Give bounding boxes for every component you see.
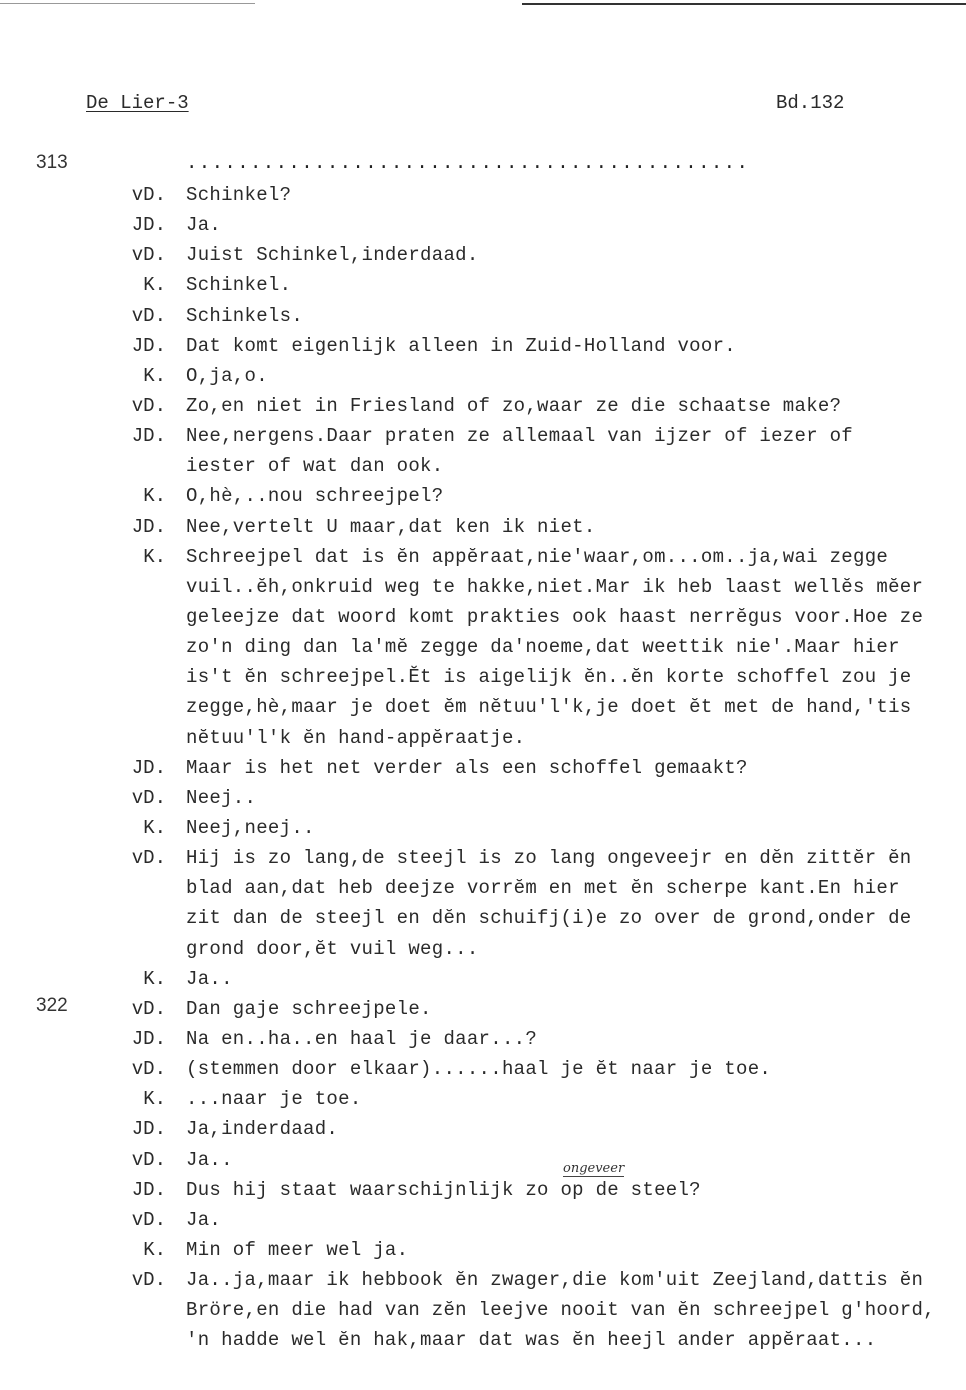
speech-text: O,ja,o. xyxy=(186,364,268,387)
speech-text: iester of wat dan ook. xyxy=(186,455,444,478)
transcript-line xyxy=(0,421,966,451)
speaker-label: K. xyxy=(143,364,166,387)
speech-text: geleejze dat woord komt prakties ook haast nerrĕgus voor.Hoe ze xyxy=(186,605,924,628)
speech-text: grond door,ĕt vuil weg... xyxy=(186,937,479,960)
transcript-line xyxy=(0,1084,966,1114)
speech-text: Hij is zo lang,de steejl is zo lang ongeveejr en dĕn zittĕr ĕn xyxy=(186,847,912,870)
speech-text: zo'n ding dan la'mĕ zegge da'noeme,dat weettik nie'.Maar hier xyxy=(186,636,900,659)
speech-text: Ja.. xyxy=(186,1148,233,1171)
speech-text: Ja,inderdaad. xyxy=(186,1118,339,1141)
speech-text: 'n hadde wel ĕn hak,maar dat was ĕn heejl ander appĕraat... xyxy=(186,1329,877,1352)
speech-text: Min of meer wel ja. xyxy=(186,1238,409,1261)
transcript-line xyxy=(0,723,966,753)
transcript-line xyxy=(0,1235,966,1265)
transcript-line xyxy=(0,1175,966,1205)
speaker-label: JD. xyxy=(131,334,166,357)
speaker-label: K. xyxy=(143,816,166,839)
speaker-label: vD. xyxy=(131,394,166,417)
transcript-line xyxy=(0,481,966,511)
speaker-label: vD. xyxy=(131,184,166,206)
top-rule-left xyxy=(0,3,255,4)
speaker-label: vD. xyxy=(131,786,166,809)
speech-text: nĕtuu'l'k ĕn hand-appĕraatje. xyxy=(186,726,526,749)
speech-text: Neej,neej.. xyxy=(186,816,315,839)
speaker-label: vD. xyxy=(131,304,166,327)
transcript-line xyxy=(0,783,966,813)
speaker-label: JD. xyxy=(131,1027,166,1050)
speech-text: Schinkel. xyxy=(186,274,292,297)
transcript-line xyxy=(0,572,966,602)
speaker-label: JD. xyxy=(131,1178,166,1201)
speech-text: Ja. xyxy=(186,214,222,237)
speech-text: Dan gaje schreejpele. xyxy=(186,997,432,1020)
speech-text: blad aan,dat heb deejze vorrĕm en met ĕn scherpe kant.En hier xyxy=(186,877,900,900)
speaker-label: JD. xyxy=(131,756,166,779)
speaker-label: JD. xyxy=(131,1118,166,1141)
transcript-line xyxy=(0,210,966,240)
transcript-line xyxy=(0,1295,966,1325)
transcript-line xyxy=(0,873,966,903)
speech-text: Ja.. xyxy=(186,967,233,990)
speech-text: ...naar je toe. xyxy=(186,1088,362,1111)
speaker-label: vD. xyxy=(131,1058,166,1081)
transcript xyxy=(0,180,966,1355)
speaker-label: JD. xyxy=(131,425,166,448)
transcript-line xyxy=(0,692,966,722)
transcript-line xyxy=(0,662,966,692)
speaker-label: JD. xyxy=(131,515,166,538)
transcript-line xyxy=(0,1145,966,1175)
transcript-line xyxy=(0,1114,966,1144)
speech-text: Schinkel? xyxy=(186,184,292,206)
page-reference: Bd.132 xyxy=(776,92,845,114)
speech-text: Maar is het net verder als een schoffel gemaakt? xyxy=(186,756,748,779)
speech-text: Zo,en niet in Friesland of zo,waar ze die schaatse make? xyxy=(186,394,842,417)
speaker-label: K. xyxy=(143,274,166,297)
dotted-separator: ............................................ xyxy=(186,152,750,174)
transcript-line xyxy=(0,451,966,481)
margin-number-322: 322 xyxy=(36,995,68,1016)
speech-text: Neej.. xyxy=(186,786,257,809)
speech-text: Juist Schinkel,inderdaad. xyxy=(186,244,479,267)
speaker-label: JD. xyxy=(131,214,166,237)
transcript-line xyxy=(0,813,966,843)
transcript-line xyxy=(0,180,966,210)
speech-text: Ja..ja,maar ik hebbook ĕn zwager,die kom'uit Zeejland,dattis ĕn xyxy=(186,1269,924,1292)
speech-text: Dat komt eigenlijk alleen in Zuid-Holland voor. xyxy=(186,334,736,357)
speech-text: Nee,nergens.Daar praten ze allemaal van ijzer of iezer of xyxy=(186,425,854,448)
speaker-label: vD. xyxy=(131,1148,166,1171)
speech-text: Na en..ha..en haal je daar...? xyxy=(186,1027,538,1050)
transcript-line xyxy=(0,934,966,964)
speaker-label: vD. xyxy=(131,997,166,1020)
speaker-label: K. xyxy=(143,485,166,508)
transcript-line xyxy=(0,331,966,361)
speech-text: Dus hij staat waarschijnlijk zo op de steel? xyxy=(186,1178,701,1201)
speaker-label: vD. xyxy=(131,1269,166,1292)
speech-text: Schreejpel dat is ĕn appĕraat,nie'waar,om...om..ja,wai zegge xyxy=(186,545,889,568)
transcript-line xyxy=(0,1325,966,1355)
speech-text: Schinkels. xyxy=(186,304,304,327)
speech-text: vuil..ĕh,onkruid weg te hakke,niet.Mar ik heb laast wellĕs mĕer xyxy=(186,575,924,598)
speech-text: Ja. xyxy=(186,1208,222,1231)
speaker-label: vD. xyxy=(131,244,166,267)
transcript-line xyxy=(0,1205,966,1235)
speaker-label: K. xyxy=(143,1088,166,1111)
speech-text: zegge,hè,maar je doet ĕm nĕtuu'l'k,je doet ĕt met de hand,'tis xyxy=(186,696,912,719)
transcript-line xyxy=(0,1054,966,1084)
speaker-label: K. xyxy=(143,1238,166,1261)
speech-text: (stemmen door elkaar)......haal je ĕt naar je toe. xyxy=(186,1058,772,1081)
transcript-line xyxy=(0,1265,966,1295)
margin-number-313: 313 xyxy=(36,152,68,173)
handwritten-annotation: ongeveer xyxy=(563,1161,625,1176)
transcript-line xyxy=(0,903,966,933)
transcript-line xyxy=(0,240,966,270)
transcript-line xyxy=(0,512,966,542)
transcript-line xyxy=(0,542,966,572)
speech-text: Nee,vertelt U maar,dat ken ik niet. xyxy=(186,515,596,538)
transcript-line xyxy=(0,994,966,1024)
speaker-label: K. xyxy=(143,545,166,568)
speech-text: O,hè,..nou schreejpel? xyxy=(186,485,444,508)
transcript-line xyxy=(0,270,966,300)
document-title: De Lier-3 xyxy=(86,92,189,114)
transcript-line xyxy=(0,602,966,632)
transcript-line xyxy=(0,301,966,331)
speaker-label: vD. xyxy=(131,1208,166,1231)
transcript-line xyxy=(0,632,966,662)
top-rule-right xyxy=(522,3,966,5)
speaker-label: vD. xyxy=(131,847,166,870)
transcript-line xyxy=(0,753,966,783)
speaker-label: K. xyxy=(143,967,166,990)
transcript-line xyxy=(0,1024,966,1054)
speech-text: is't ĕn schreejpel.Ĕt is aigelijk ĕn..ĕn korte schoffel zou je xyxy=(186,666,912,689)
transcript-line xyxy=(0,361,966,391)
speech-text: Bröre,en die had van zĕn leejve nooit van ĕn schreejpel g'hoord, xyxy=(186,1299,935,1322)
transcript-line xyxy=(0,843,966,873)
transcript-line xyxy=(0,964,966,994)
transcript-line xyxy=(0,391,966,421)
speech-text: zit dan de steejl en dĕn schuifj(i)e zo over de grond,onder de xyxy=(186,907,912,930)
